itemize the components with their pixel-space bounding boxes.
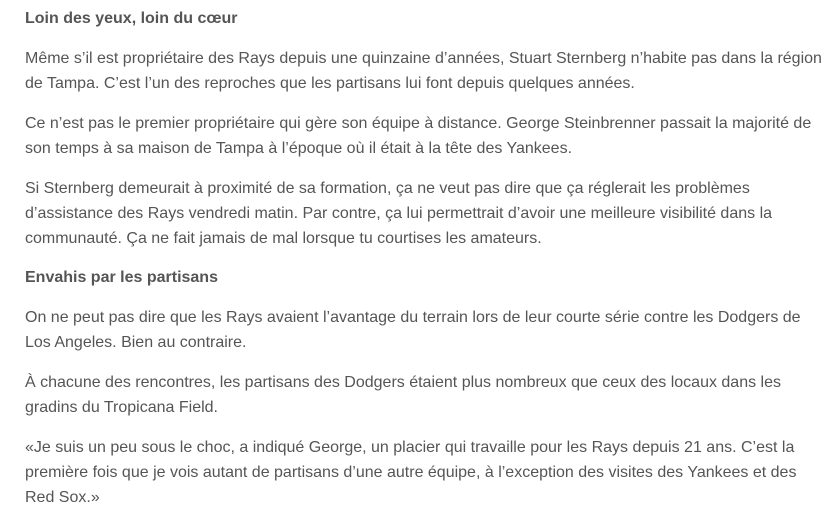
paragraph: On ne peut pas dire que les Rays avaient l’avantage du terrain lors de leur courte série contre les Dodgers de Los Angeles. Bien au contraire. [25, 309, 801, 351]
paragraph: Si Sternberg demeurait à proximité de sa formation, ça ne veut pas dire que ça réglerait les problèmes d’assistance des Rays vendredi matin. Par contre, ça lui permettrait d’avoir une meilleure visibilité dans la communauté. Ça ne fait jamais de mal lorsque tu courtises les amateurs. [25, 180, 773, 247]
paragraph: À chacune des rencontres, les partisans des Dodgers étaient plus nombreux que ceux des locaux dans les gradins du Tropicana Field. [25, 374, 781, 416]
paragraph: Même s’il est propriétaire des Rays depuis une quinzaine d’années, Stuart Sternberg n’habite pas dans la région de Tampa. C’est l’un des reproches que les partisans lui font depuis quelques années. [25, 50, 822, 92]
paragraph: Ce n’est pas le premier propriétaire qui gère son équipe à distance. George Steinbrenner passait la majorité de son temps à sa maison de Tampa à l’époque où il était à la tête des Yankees. [25, 115, 812, 157]
paragraph: «Je suis un peu sous le choc, a indiqué George, un placier qui travaille pour les Rays depuis 21 ans. C’est la première fois que je vois autant de partisans d’une autre équipe, à l’exception des visites des Yankees et des Red Sox.» [25, 439, 797, 506]
section-heading-envahis: Envahis par les partisans [25, 269, 218, 286]
section-heading-loin-des-yeux: Loin des yeux, loin du cœur [25, 10, 238, 27]
